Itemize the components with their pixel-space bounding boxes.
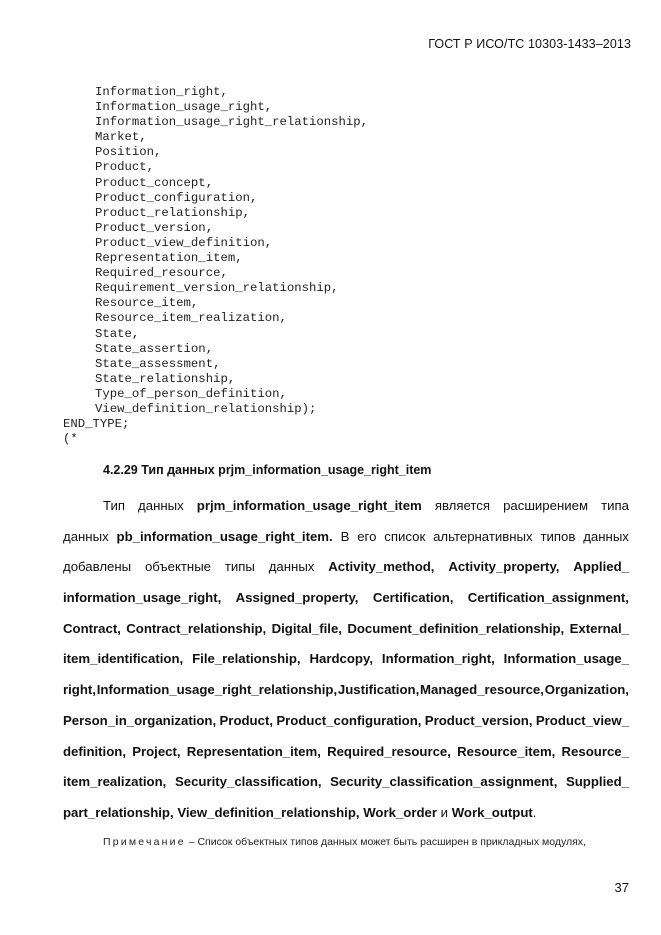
code-line: Product_configuration,: [95, 190, 258, 205]
paragraph-word: объектные: [144, 559, 212, 575]
paragraph-word: добавлены: [63, 559, 132, 575]
entity-name: Assigned_property,: [235, 590, 359, 606]
entity-name: Justification,: [337, 682, 420, 698]
code-line: State,: [95, 326, 140, 341]
entity-name: Security_classification_assignment,: [330, 774, 558, 790]
entity-name: pb_information_usage_right_item.: [116, 528, 333, 544]
entity-name: Work_output: [451, 804, 533, 820]
entity-name: Product_view_: [535, 712, 629, 728]
entity-name: Representation_item,: [186, 743, 321, 759]
paragraph-line: [63, 644, 629, 675]
code-line: State_assessment,: [95, 356, 221, 371]
paragraph-line: [63, 706, 629, 737]
entity-name: Product_configuration,: [276, 712, 422, 728]
code-line: State_relationship,: [95, 371, 236, 386]
code-line: Product_version,: [95, 220, 214, 235]
code-line: Resource_item_realization,: [95, 311, 287, 326]
note-dash: –: [188, 836, 195, 848]
paragraph-word: и: [437, 804, 452, 820]
paragraph-word: альтернативных: [433, 528, 533, 544]
code-line: (*: [63, 432, 78, 447]
paragraph-word: является: [434, 498, 491, 513]
entity-name: Applied_: [573, 559, 629, 575]
code-line: Product_view_definition,: [95, 235, 273, 250]
paragraph-line: [63, 522, 629, 553]
page-number: 37: [614, 880, 629, 895]
section-heading: 4.2.29 Тип данных prjm_information_usage_right_item: [103, 463, 432, 477]
entity-name: Digital_file,: [271, 620, 342, 636]
entity-name: Security_classification,: [174, 774, 322, 790]
code-line: END_TYPE;: [63, 417, 130, 432]
code-line: Product_concept,: [95, 175, 214, 190]
paragraph-word: данных: [63, 528, 109, 544]
entity-name: Required_resource,: [327, 743, 451, 759]
code-line: Resource_item,: [95, 296, 199, 311]
entity-name: Hardcopy,: [309, 651, 373, 667]
code-line: Required_resource,: [95, 266, 228, 281]
entity-name: definition,: [63, 743, 126, 759]
code-line: Information_right,: [95, 85, 228, 99]
entity-name: Product,: [219, 712, 273, 728]
entity-name: File_relationship,: [192, 651, 301, 667]
code-line: Requirement_version_relationship,: [95, 281, 339, 296]
entity-name: Project,: [132, 743, 181, 759]
code-line: View_definition_relationship);: [95, 401, 317, 416]
paragraph-line: [63, 737, 629, 768]
paragraph-word: данных: [268, 559, 315, 575]
standard-header: ГОСТ Р ИСО/ТС 10303-1433–2013: [428, 37, 631, 51]
note: [103, 836, 630, 848]
paragraph-word: типы: [224, 559, 255, 575]
entity-name: Information_usage_: [503, 651, 629, 667]
body-paragraph: [63, 491, 629, 829]
paragraph-word: В: [340, 528, 350, 544]
entity-name: part_relationship,: [63, 804, 178, 820]
entity-name: information_usage_right,: [63, 590, 222, 606]
code-line: State_assertion,: [95, 341, 214, 356]
code-line: Position,: [95, 145, 162, 160]
entity-name: Managed_resource,: [420, 682, 544, 698]
entity-name: Information_right,: [381, 651, 495, 667]
entity-name: Activity_property,: [448, 559, 560, 575]
code-line: Product,: [95, 160, 155, 175]
note-label: Примечание: [103, 836, 186, 848]
code-line: Information_usage_right_relationship,: [95, 115, 369, 130]
entity-name: Resource_item,: [457, 743, 556, 759]
entity-name: Contract_relationship,: [126, 620, 267, 636]
entity-name: Work_order: [363, 804, 437, 820]
paragraph-word: .: [532, 804, 537, 820]
entity-name: Contract,: [63, 620, 121, 636]
paragraph-line: [63, 614, 629, 645]
paragraph-line: [63, 491, 629, 522]
entity-name: Certification_assignment,: [467, 590, 629, 606]
paragraph-line: [63, 552, 629, 583]
entity-name: item_realization,: [63, 774, 167, 790]
entity-name: Certification,: [372, 590, 454, 606]
express-code-block: [63, 85, 368, 447]
code-line: Product_relationship,: [95, 205, 250, 220]
entity-name: Person_in_organization,: [63, 712, 217, 728]
entity-name: Document_definition_relationship,: [347, 620, 565, 636]
entity-name: Product_version,: [424, 712, 533, 728]
entity-name: Supplied_: [565, 774, 629, 790]
paragraph-line: [63, 675, 629, 706]
entity-name: Activity_method,: [328, 559, 435, 575]
paragraph-word: его: [357, 528, 377, 544]
paragraph-line: [63, 767, 629, 798]
code-line: Market,: [95, 130, 147, 145]
paragraph-line: [63, 583, 629, 614]
paragraph-word: данных: [583, 528, 629, 544]
paragraph-word: типов: [540, 528, 576, 544]
entity-name: Organization,: [544, 682, 629, 698]
paragraph-word: расширением: [503, 498, 589, 513]
entity-name: prjm_information_usage_right_item: [196, 498, 422, 513]
entity-name: Resource_: [561, 743, 629, 759]
paragraph-word: типа: [601, 498, 629, 513]
paragraph-line: [63, 798, 629, 829]
entity-name: External_: [569, 620, 629, 636]
entity-name: View_definition_relationship,: [177, 804, 364, 820]
entity-name: right,: [63, 682, 96, 698]
entity-name: item_identification,: [63, 651, 184, 667]
entity-name: Information_usage_right_relationship,: [96, 682, 338, 698]
paragraph-word: данных: [138, 498, 184, 513]
code-line: Type_of_person_definition,: [95, 386, 287, 401]
paragraph-word: список: [384, 528, 426, 544]
code-line: Information_usage_right,: [95, 100, 273, 115]
paragraph-word: Тип: [103, 498, 125, 513]
code-line: Representation_item,: [95, 251, 243, 266]
note-text: Список объектных типов данных может быть расширен в прикладных модулях,: [197, 836, 586, 848]
